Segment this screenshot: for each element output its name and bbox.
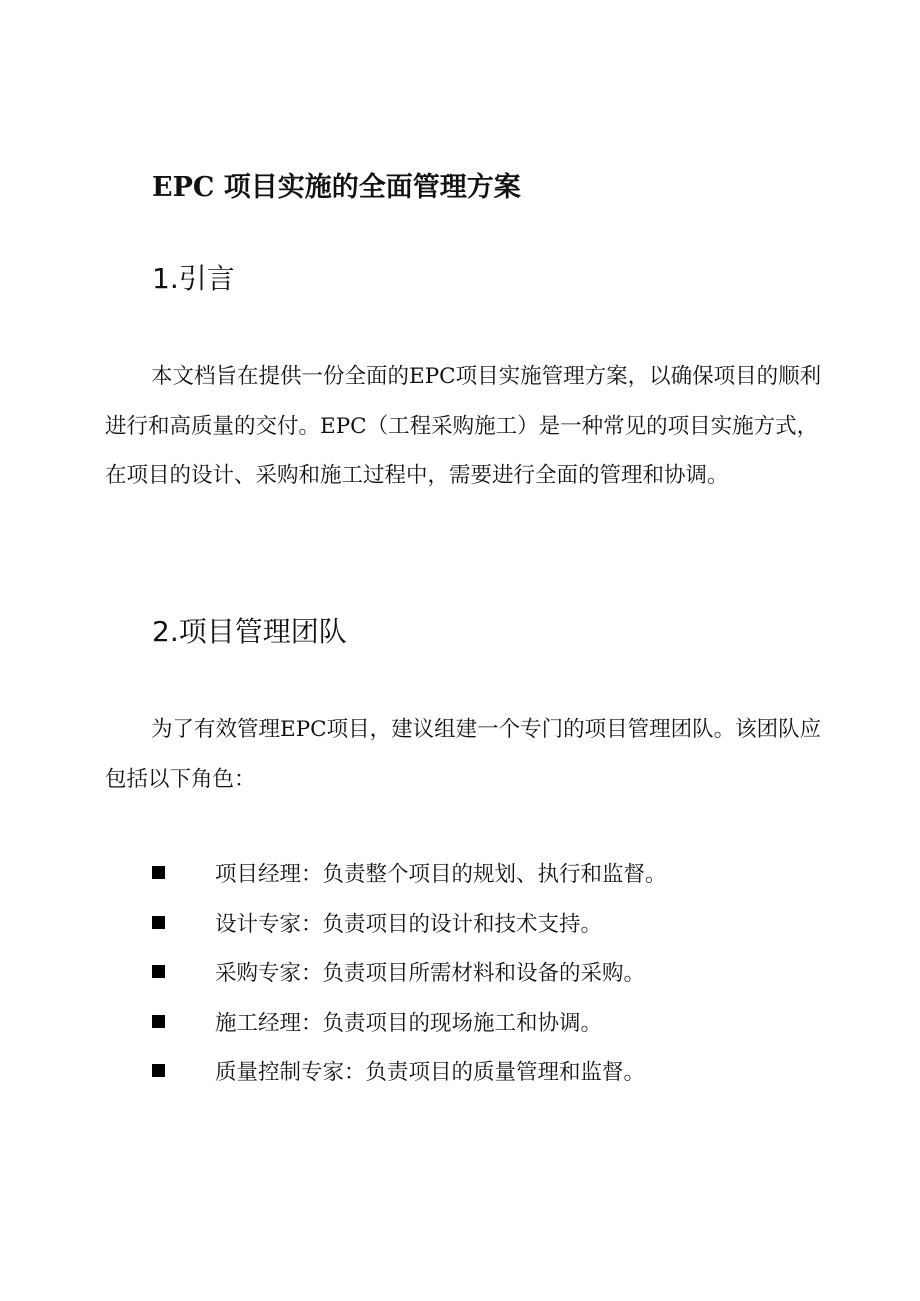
square-bullet-icon — [152, 866, 165, 879]
list-item-text: 项目经理：负责整个项目的规划、执行和监督。 — [215, 862, 667, 888]
list-item-text: 采购专家：负责项目所需材料和设备的采购。 — [215, 961, 646, 987]
section-heading-project-team: 2.项目管理团队 — [152, 615, 347, 648]
team-roles-list — [152, 848, 667, 1096]
list-item — [152, 848, 667, 898]
list-item-text: 施工经理：负责项目的现场施工和协调。 — [215, 1010, 603, 1036]
list-item — [152, 947, 667, 997]
list-item-text: 质量控制专家：负责项目的质量管理和监督。 — [215, 1060, 646, 1086]
project-team-paragraph: 为了有效管理EPC项目，建议组建一个专门的项目管理团队。该团队应包括以下角色： — [105, 717, 822, 792]
square-bullet-icon — [152, 965, 165, 978]
introduction-paragraph: 本文档旨在提供一份全面的EPC项目实施管理方案，以确保项目的顺利进行和高质量的交付。EPC（工程采购施工）是一种常见的项目实施方式，在项目的设计、采购和施工过程中，需要进行全面的管理和协调。 — [105, 364, 822, 488]
list-item — [152, 1046, 667, 1096]
square-bullet-icon — [152, 1015, 165, 1028]
square-bullet-icon — [152, 1064, 165, 1077]
document-title: EPC 项目实施的全面管理方案 — [152, 172, 521, 203]
section-heading-introduction: 1.引言 — [152, 262, 235, 295]
list-item-text: 设计专家：负责项目的设计和技术支持。 — [215, 911, 603, 937]
list-item — [152, 997, 667, 1047]
square-bullet-icon — [152, 916, 165, 929]
list-item — [152, 898, 667, 948]
